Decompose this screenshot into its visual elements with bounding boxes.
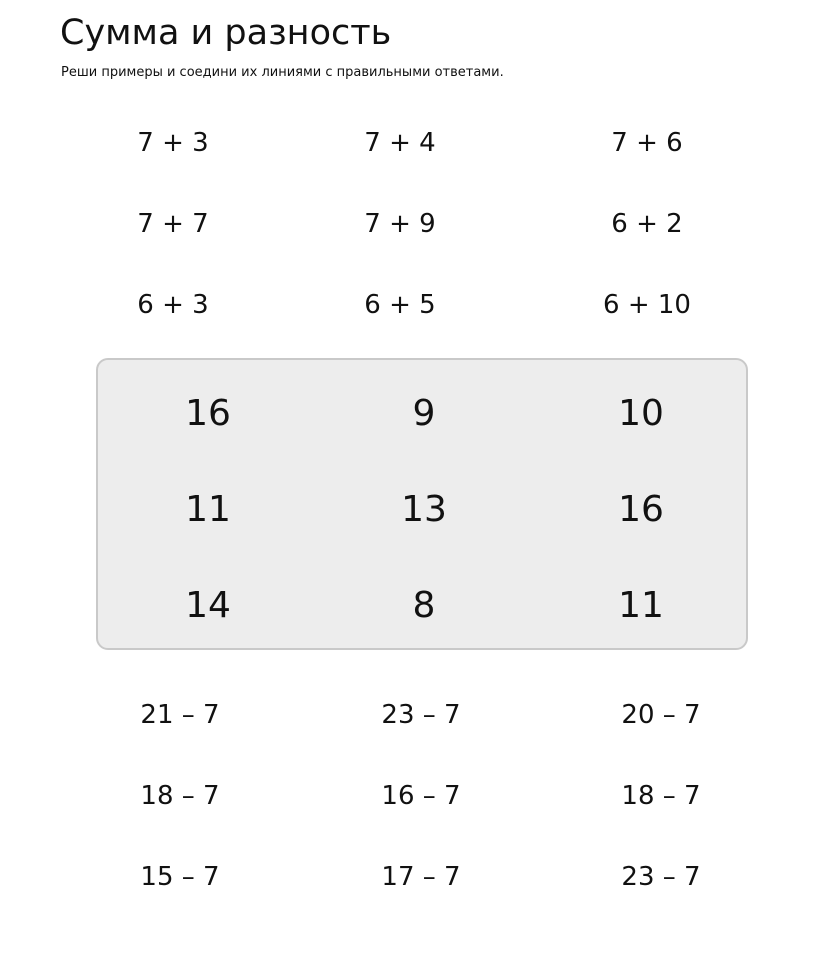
addition-row (0, 285, 827, 325)
subtraction-example[interactable]: 18 – 7 (621, 781, 701, 811)
answer-value[interactable]: 16 (185, 393, 231, 434)
instruction-text: Реши примеры и соедини их линиями с правильными ответами. (61, 65, 504, 80)
subtraction-row (0, 695, 827, 735)
answer-value[interactable]: 14 (185, 585, 231, 626)
addition-example[interactable]: 6 + 3 (137, 290, 209, 320)
answer-value[interactable]: 11 (185, 489, 231, 530)
subtraction-example[interactable]: 16 – 7 (381, 781, 461, 811)
subtraction-example[interactable]: 18 – 7 (140, 781, 220, 811)
answer-row (0, 485, 827, 535)
answer-value[interactable]: 8 (412, 585, 436, 626)
subtraction-example[interactable]: 17 – 7 (381, 862, 461, 892)
addition-example[interactable]: 7 + 9 (364, 209, 436, 239)
subtraction-row (0, 857, 827, 897)
addition-row (0, 204, 827, 244)
subtraction-example[interactable]: 20 – 7 (621, 700, 701, 730)
subtraction-row (0, 776, 827, 816)
answer-value[interactable]: 13 (401, 489, 447, 530)
page-title: Сумма и разность (60, 13, 392, 53)
answer-value[interactable]: 9 (412, 393, 436, 434)
answer-value[interactable]: 16 (618, 489, 664, 530)
addition-example[interactable]: 7 + 6 (611, 128, 683, 158)
answer-row (0, 389, 827, 439)
subtraction-example[interactable]: 23 – 7 (621, 862, 701, 892)
answer-value[interactable]: 11 (618, 585, 664, 626)
subtraction-example[interactable]: 21 – 7 (140, 700, 220, 730)
subtraction-example[interactable]: 15 – 7 (140, 862, 220, 892)
addition-row (0, 123, 827, 163)
addition-example[interactable]: 7 + 4 (364, 128, 436, 158)
answer-row (0, 581, 827, 631)
addition-example[interactable]: 6 + 2 (611, 209, 683, 239)
addition-example[interactable]: 7 + 3 (137, 128, 209, 158)
subtraction-example[interactable]: 23 – 7 (381, 700, 461, 730)
answer-value[interactable]: 10 (618, 393, 664, 434)
addition-example[interactable]: 6 + 10 (603, 290, 691, 320)
addition-example[interactable]: 6 + 5 (364, 290, 436, 320)
addition-example[interactable]: 7 + 7 (137, 209, 209, 239)
